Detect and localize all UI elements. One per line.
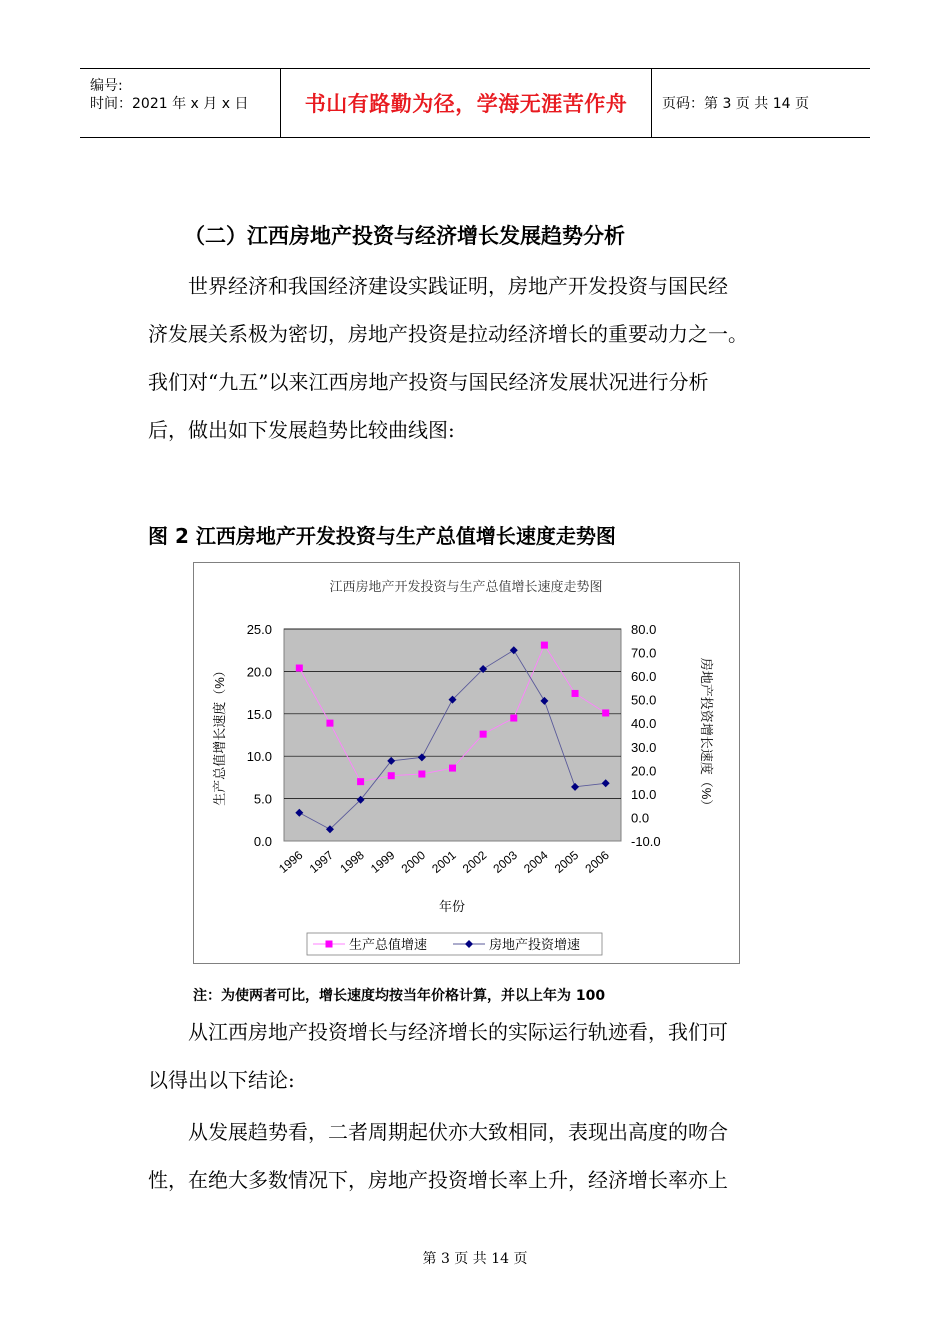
y-right-tick-label: 70.0: [631, 645, 657, 661]
motto: 书山有路勤为径，学海无涯苦作舟: [304, 92, 628, 116]
number-label: 编号:: [90, 78, 123, 94]
x-tick-label: 2005: [551, 847, 582, 876]
y-right-axis-label: 房地产投资增长速度（%）: [699, 657, 714, 813]
data-point: [510, 715, 517, 722]
paragraph-line: 从发展趋势看，二者周期起伏亦大致相同，表现出高度的吻合: [188, 1120, 728, 1144]
y-left-tick-label: 5.0: [253, 791, 272, 807]
data-point: [357, 778, 364, 785]
x-tick-label: 2006: [582, 847, 612, 876]
header-motto-cell: [281, 69, 652, 137]
y-right-tick-label: 10.0: [631, 786, 657, 802]
y-left-tick-label: 15.0: [246, 706, 272, 722]
chart-frame: [193, 562, 740, 964]
x-tick-label: 1998: [337, 847, 367, 876]
plot-area: [284, 629, 621, 841]
line-chart: [194, 563, 739, 963]
y-left-tick-label: 0.0: [253, 834, 272, 849]
figure-caption: 图 2 江西房地产开发投资与生产总值增长速度走势图: [148, 524, 616, 548]
y-left-axis-label: 生产总值增长速度（%）: [212, 664, 227, 806]
chart-note: 注：为使两者可比，增长速度均按当年价格计算，并以上年为 100: [193, 988, 606, 1004]
data-point: [449, 765, 456, 772]
paragraph-line: 济发展关系极为密切，房地产投资是拉动经济增长的重要动力之一。: [148, 322, 748, 346]
y-right-tick-label: 60.0: [631, 669, 657, 685]
x-tick-label: 2003: [490, 847, 520, 876]
header-left-cell: [80, 69, 281, 137]
data-point: [418, 771, 425, 778]
y-left-tick-label: 25.0: [246, 622, 272, 637]
y-right-tick-label: 40.0: [631, 716, 657, 732]
page-footer: 第 3 页 共 14 页: [422, 1251, 528, 1267]
paragraph-line: 世界经济和我国经济建设实践证明，房地产开发投资与国民经: [188, 274, 728, 298]
x-tick-label: 2004: [521, 847, 551, 876]
y-right-tick-label: -10.0: [631, 834, 661, 849]
x-tick-label: 2000: [398, 847, 429, 876]
data-point: [541, 642, 548, 649]
x-axis-label: 年份: [438, 899, 466, 914]
paragraph-line: 从江西房地产投资增长与经济增长的实际运行轨迹看，我们可: [188, 1020, 728, 1044]
y-right-tick-label: 80.0: [631, 622, 657, 637]
legend-label: 生产总值增速: [349, 937, 428, 952]
paragraph-line: 后，做出如下发展趋势比较曲线图:: [148, 418, 455, 442]
y-right-tick-label: 30.0: [631, 739, 657, 755]
x-tick-label: 1997: [306, 847, 337, 876]
paragraph-line: 性，在绝大多数情况下，房地产投资增长率上升，经济增长率亦上: [148, 1168, 728, 1192]
chart-title: 江西房地产开发投资与生产总值增长速度走势图: [329, 579, 603, 594]
x-tick-label: 1999: [367, 847, 398, 876]
y-left-tick-label: 10.0: [246, 749, 272, 765]
x-tick-label: 2002: [459, 847, 490, 876]
y-right-tick-label: 20.0: [631, 763, 657, 779]
legend-marker-square: [326, 941, 333, 948]
y-right-tick-label: 50.0: [631, 692, 657, 708]
data-point: [572, 690, 579, 697]
x-tick-label: 2001: [429, 847, 459, 876]
data-point: [388, 772, 395, 779]
paragraph-2: [148, 1008, 828, 1104]
paragraph-line: 以得出以下结论:: [148, 1068, 295, 1092]
page-header: [80, 68, 870, 138]
time-label: 时间：2021 年 x 月 x 日: [90, 96, 249, 112]
paragraph-3: [148, 1108, 828, 1204]
data-point: [326, 720, 333, 727]
legend-label: 房地产投资增速: [489, 937, 581, 952]
header-right-cell: [652, 69, 870, 137]
section-heading: （二）江西房地产投资与经济增长发展趋势分析: [184, 224, 625, 248]
paragraph-line: 我们对“九五”以来江西房地产投资与国民经济发展状况进行分析: [148, 370, 709, 394]
data-point: [480, 731, 487, 738]
page-info: 页码：第 3 页 共 14 页: [662, 96, 809, 112]
paragraph-1: [148, 262, 828, 454]
data-point: [296, 665, 303, 672]
x-tick-label: 1996: [276, 847, 306, 876]
y-right-tick-label: 0.0: [631, 810, 650, 826]
data-point: [602, 709, 609, 716]
y-left-tick-label: 20.0: [246, 664, 272, 680]
